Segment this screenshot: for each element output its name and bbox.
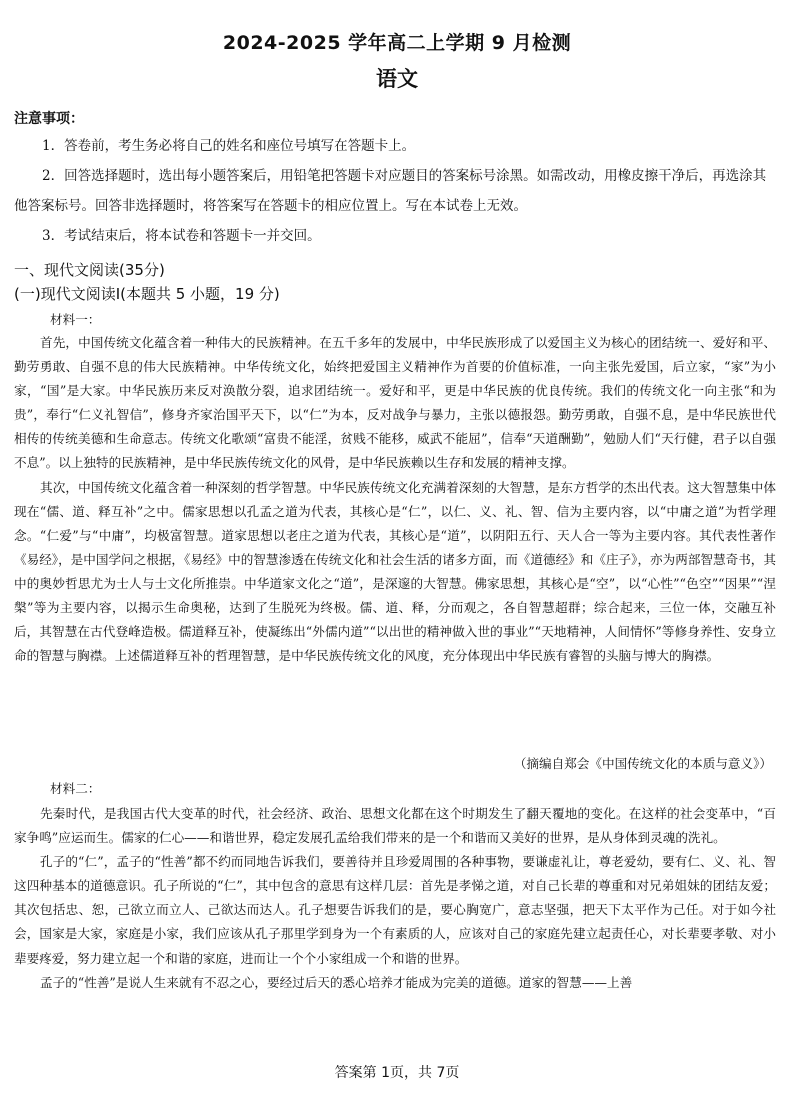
page-footer: 答案第 1页，共 7页 — [334, 1065, 460, 1081]
material-1-label: 材料一： — [50, 312, 101, 327]
exam-subject: 语文 — [376, 67, 418, 91]
notice-item-2: 2．回答选择题时，选出每小题答案后，用铅笔把答题卡对应题目的答案标号涂黑。如需改动，用橡皮擦干净后，再选涂其他答案标号。回答非选择题时，将答案写在答题卡的相应位置上。写在本试卷上无效。 — [14, 168, 767, 214]
paragraph: 先秦时代，是我国古代大变革的时代，社会经济、政治、思想文化都在这个时期发生了翻天覆地的变化。在这样的社会变革中，“百家争鸣”应运而生。儒家的仁心——和谐世界，稳定发展孔孟给我们带来的是一个和谐而又美好的世界，是从身体到灵魂的洗礼。 — [14, 806, 776, 846]
section-heading: 一、现代文阅读(35分) — [14, 261, 165, 279]
material-1-source: （摘编自郑会《中国传统文化的本质与意义》） — [513, 756, 772, 771]
subsection-heading: (一)现代文阅读Ⅰ(本题共 5 小题，19 分) — [14, 285, 280, 303]
paragraph: 孟子的“性善”是说人生来就有不忍之心，要经过后天的悉心培养才能成为完美的道德。道家的智慧——上善 — [40, 974, 633, 990]
exam-title: 2024-2025 学年高二上学期 9 月检测 — [222, 32, 572, 54]
notice-heading: 注意事项： — [14, 111, 84, 127]
material-2-text — [14, 802, 776, 995]
notice-item-1: 1．答卷前，考生务必将自己的姓名和座位号填写在答题卡上。 — [42, 138, 416, 154]
paragraph: 其次，中国传统文化蕴含着一种深刻的哲学智慧。中华民族传统文化充满着深刻的大智慧，是东方哲学的杰出代表。这大智慧集中体现在“儒、道、释互补”之中。儒家思想以孔孟之道为代表，其核心是“仁”，以仁、义、礼、智、信为主要内容，以“中庸之道”为哲学理念。“仁爱”与“中庸”，均极富智慧。道家思想以老庄之道为代表，其核心是“道”，以阴阳五行、天人合一等为主要内容。其代表性著作《易经》，是中国学问之根据，《易经》中的智慧渗透在传统文化和社会生活的诸多方面，而《道德经》和《庄子》，亦为两部智慧奇书，其中的奥妙哲思尤为士人与士文化所推崇。中华道家文化之“道”，是深邃的大智慧。佛家思想，其核心是“空”，以“心性”“色空”“因果”“涅槃”等为主要内容，以揭示生命奥秘，达到了生脱死为终极。儒、道、释，分而观之，各自智慧超群；综合起来，三位一体，交融互补后，其智慧在古代登峰造极。儒道释互补，使凝练出“外儒内道”“以出世的精神做入世的事业”“天地精神，人间情怀”等修身养性、安身立命的智慧与胸襟。上述儒道释互补的哲理智慧，是中华民族传统文化的风度，充分体现出中华民族有睿智的头脑与博大的胸襟。 — [14, 479, 776, 664]
paragraph: 孔子的“仁”，孟子的“性善”都不约而同地告诉我们，要善待并且珍爱周围的各种事物，要谦虚礼让，尊老爱幼，要有仁、义、礼、智这四种基本的道德意识。孔子所说的“仁”，其中包含的意思有这样几层：首先是孝悌之道，对自己长辈的尊重和对兄弟姐妹的团结友爱；其次包括忠、恕，己欲立而立人、己欲达而达人。孔子想要告诉我们的是，要心胸宽广，意志坚强，把天下太平作为己任。对于如今社会，国家是大家，家庭是小家，我们应该从孔子那里学到身为一个有素质的人，应该对自己的家庭先建立起责任心，对长辈要孝敬、对小辈要疼爱，努力建立起一个和谐的家庭，进而让一个个小家组成一个和谐的世界。 — [14, 854, 776, 966]
material-2-label: 材料二： — [50, 781, 101, 796]
notice-item-3: 3．考试结束后，将本试卷和答题卡一并交回。 — [42, 228, 321, 244]
paragraph: 首先，中国传统文化蕴含着一种伟大的民族精神。在五千多年的发展中，中华民族形成了以爱国主义为核心的团结统一、爱好和平、勤劳勇敢、自强不息的伟大民族精神。中华传统文化，始终把爱国主义精神作为首要的价值标准，一向主张先爱国，后立家，“家”为小家，“国”是大家。中华民族历来反对涣散分裂，追求团结统一。爱好和平，更是中华民族的优良传统。我们的传统文化一向主张“和为贵”，奉行“仁义礼智信”，修身齐家治国平天下，以“仁”为本，反对战争与暴力，主张以德报怨。勤劳勇敢，自强不息，是中华民族世代相传的传统美德和生命意志。传统文化歌颂“富贵不能淫，贫贱不能移，威武不能屈”，信奉“天道酬勤”，勉励人们“天行健，君子以自强不息”。以上独特的民族精神，是中华民族传统文化的风骨，是中华民族赖以生存和发展的精神支撑。 — [14, 335, 776, 471]
material-1-text — [14, 331, 776, 668]
